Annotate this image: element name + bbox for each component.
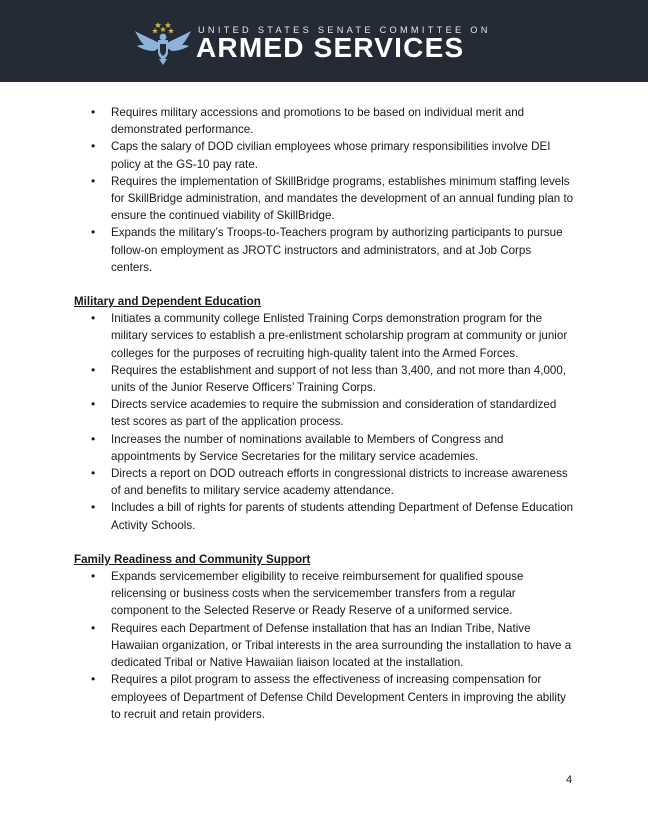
intro-bullet-list xyxy=(74,104,574,276)
bullet-item: • Initiates a community college Enlisted Training Corps demonstration program for the military services to establish a pre-enlistment scholarship program at community or junior colleges for the purposes of recruiting high-quality talent into the Armed Forces. xyxy=(74,310,574,362)
bullet-item: • Requires the implementation of SkillBridge programs, establishes minimum staffing levels for SkillBridge administration, and mandates the development of an annual funding plan to ensure the continued viability of SkillBridge. xyxy=(74,173,574,225)
bullet-item: • Includes a bill of rights for parents of students attending Department of Defense Education Activity Schools. xyxy=(74,499,574,533)
page-number: 4 xyxy=(566,774,573,786)
bullet-item: • Requires military accessions and promotions to be based on individual merit and demonstrated performance. xyxy=(74,104,574,138)
bullet-item: • Increases the number of nominations available to Members of Congress and appointments by Service Secretaries for the military service academies. xyxy=(74,431,574,465)
bullet-item: • Requires a pilot program to assess the effectiveness of increasing compensation for employees of Department of Defense Child Development Centers in improving the ability to recruit and retain providers. xyxy=(74,671,574,723)
page-content xyxy=(74,104,574,723)
bullet-item: • Directs a report on DOD outreach efforts in congressional districts to increase awareness of and benefits to military service academy attendance. xyxy=(74,465,574,499)
eagle-seal-icon xyxy=(134,20,192,66)
education-bullet-list xyxy=(74,310,574,534)
section-heading-education: Military and Dependent Education xyxy=(74,295,261,309)
bullet-item: • Expands servicemember eligibility to receive reimbursement for qualified spouse relicensing or business costs when the servicemember transfers from a regular component to the Selected Reserve or Ready Reserve of a uniformed service. xyxy=(74,568,574,620)
bullet-item: • Caps the salary of DOD civilian employees whose primary responsibilities involve DEI policy at the GS-10 pay rate. xyxy=(74,138,574,172)
bullet-item: • Requires the establishment and support of not less than 3,400, and not more than 4,000, units of the Junior Reserve Officers’ Training Corps. xyxy=(74,362,574,396)
family-bullet-list xyxy=(74,568,574,723)
committee-title: ARMED SERVICES xyxy=(196,32,465,63)
page-header xyxy=(0,0,648,82)
bullet-item: • Requires each Department of Defense installation that has an Indian Tribe, Native Hawaiian organization, or Tribal interests in the area surrounding the installation to have a dedicated Tribal or Native Hawaiian liaison located at the installation. xyxy=(74,620,574,672)
committee-org-line: UNITED STATES SENATE COMMITTEE ON xyxy=(198,25,491,35)
bullet-item: • Directs service academies to require the submission and consideration of standardized test scores as part of the application process. xyxy=(74,396,574,430)
section-heading-family: Family Readiness and Community Support xyxy=(74,552,311,566)
bullet-item: • Expands the military’s Troops-to-Teachers program by authorizing participants to pursue follow-on employment as JROTC instructors and administrators, and at Job Corps centers. xyxy=(74,224,574,276)
